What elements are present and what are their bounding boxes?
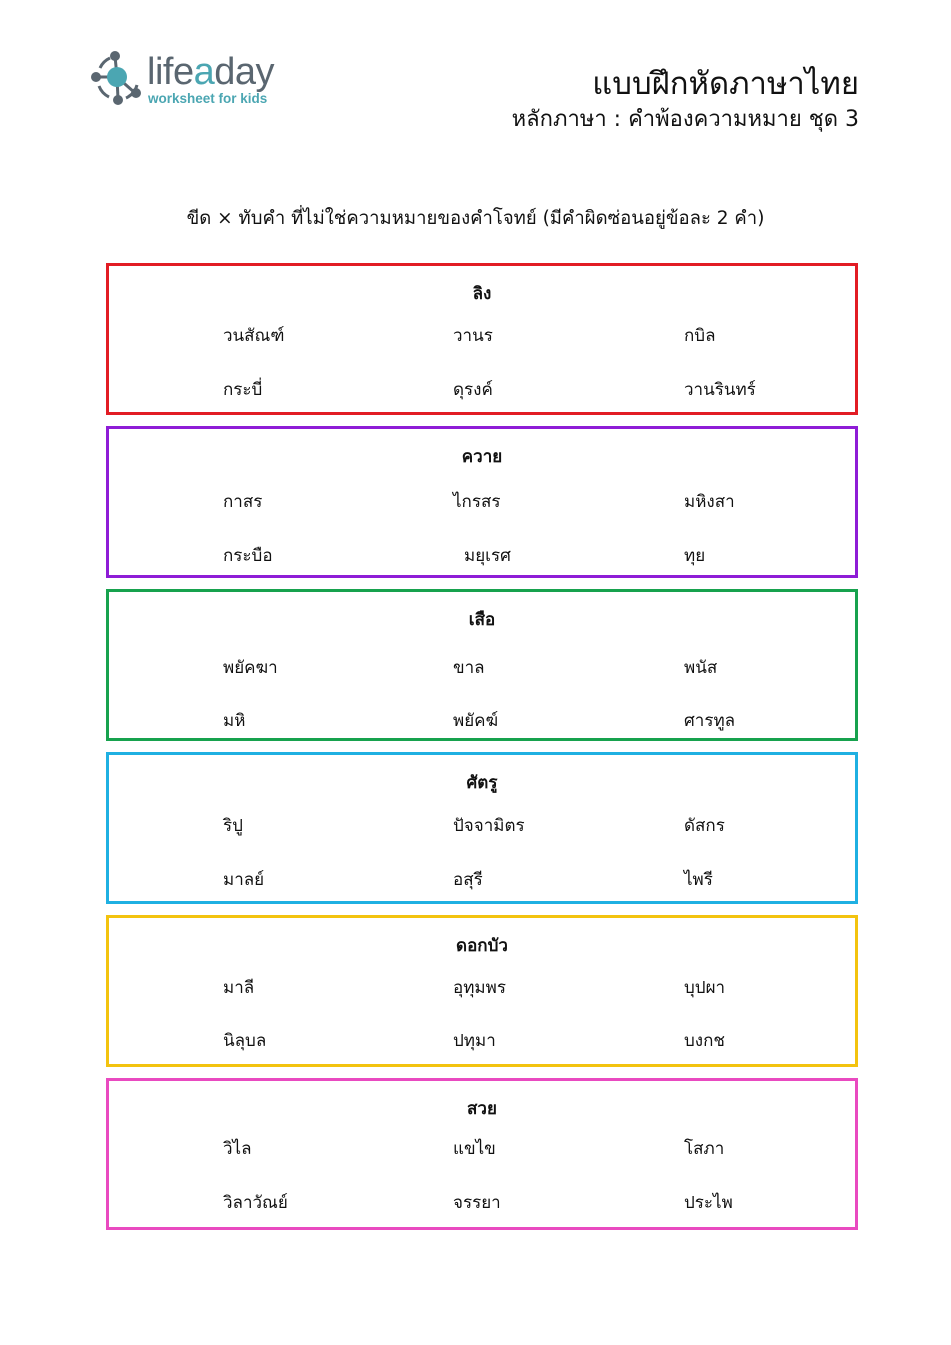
group-box-enemy — [106, 752, 858, 904]
word-item[interactable]: วนสัณฑ์ — [223, 326, 285, 346]
word-item[interactable]: ไพรี — [684, 870, 713, 890]
word-item[interactable]: มหิงสา — [684, 492, 735, 512]
group-title: เสือ — [468, 610, 496, 630]
word-item[interactable]: โสภา — [684, 1139, 725, 1159]
word-item[interactable]: ไกรสร — [453, 492, 501, 512]
word-item[interactable]: กระบี่ — [223, 380, 263, 400]
page-title: แบบฝึกหัดภาษาไทย — [592, 66, 859, 102]
word-item[interactable]: มาลี — [223, 978, 255, 998]
page-subtitle: หลักภาษา : คำพ้องความหมาย ชุด 3 — [511, 107, 859, 132]
word-item[interactable]: พยัคฆ์ — [453, 711, 499, 731]
word-item[interactable]: พยัคฆา — [223, 658, 278, 678]
group-title: ดอกบัว — [456, 936, 508, 956]
word-item[interactable]: กาสร — [223, 492, 263, 512]
group-title: ควาย — [461, 447, 503, 467]
logo-tagline: worksheet for kids — [148, 91, 268, 106]
word-item[interactable]: อสุรี — [453, 870, 483, 890]
word-item[interactable]: ดัสกร — [684, 816, 725, 836]
word-item[interactable]: บุปผา — [684, 978, 726, 998]
group-title: สวย — [467, 1099, 497, 1119]
group-box-beautiful — [106, 1078, 858, 1230]
group-box-monkey — [106, 263, 858, 415]
word-item[interactable]: ปัจจามิตร — [453, 816, 525, 836]
word-item[interactable]: ทุย — [684, 546, 706, 566]
word-item[interactable]: ริปู — [223, 816, 243, 836]
logo-wordmark: lifeaday — [147, 51, 274, 93]
logo — [90, 50, 290, 112]
word-item[interactable]: ดุรงค์ — [453, 380, 493, 400]
word-item[interactable]: แขไข — [453, 1139, 496, 1159]
instruction-text: ขีด × ทับคำ ที่ไม่ใช่ความหมายของคำโจทย์ (มีคำผิดซ่อนอยู่ข้อละ 2 คำ) — [186, 208, 765, 229]
word-item[interactable]: วานรินทร์ — [684, 380, 756, 400]
group-title: ศัตรู — [466, 773, 498, 793]
word-item[interactable]: ขาล — [453, 658, 485, 678]
word-item[interactable]: มหิ — [223, 711, 246, 731]
molecule-logo-icon — [90, 50, 148, 108]
word-item[interactable]: ศารทูล — [684, 711, 736, 731]
word-item[interactable]: กบิล — [684, 326, 716, 346]
word-item[interactable]: ประไพ — [684, 1193, 733, 1213]
word-item[interactable]: มาลย์ — [223, 870, 265, 890]
word-item[interactable]: ปทุมา — [453, 1031, 496, 1051]
group-title: ลิง — [472, 284, 492, 304]
word-item[interactable]: จรรยา — [453, 1193, 501, 1213]
word-item[interactable]: วิลาวัณย์ — [223, 1193, 288, 1213]
group-box-lotus — [106, 915, 858, 1067]
word-item[interactable]: บงกช — [684, 1031, 725, 1051]
word-item[interactable]: กระบือ — [223, 546, 273, 566]
word-item[interactable]: พนัส — [684, 658, 718, 678]
group-box-tiger — [106, 589, 858, 741]
word-item[interactable]: มยุเรศ — [464, 546, 511, 566]
group-box-buffalo — [106, 426, 858, 578]
word-item[interactable]: วานร — [453, 326, 493, 346]
word-item[interactable]: อุทุมพร — [453, 978, 506, 998]
word-item[interactable]: นิลุบล — [223, 1031, 267, 1051]
word-item[interactable]: วิไล — [223, 1139, 252, 1159]
